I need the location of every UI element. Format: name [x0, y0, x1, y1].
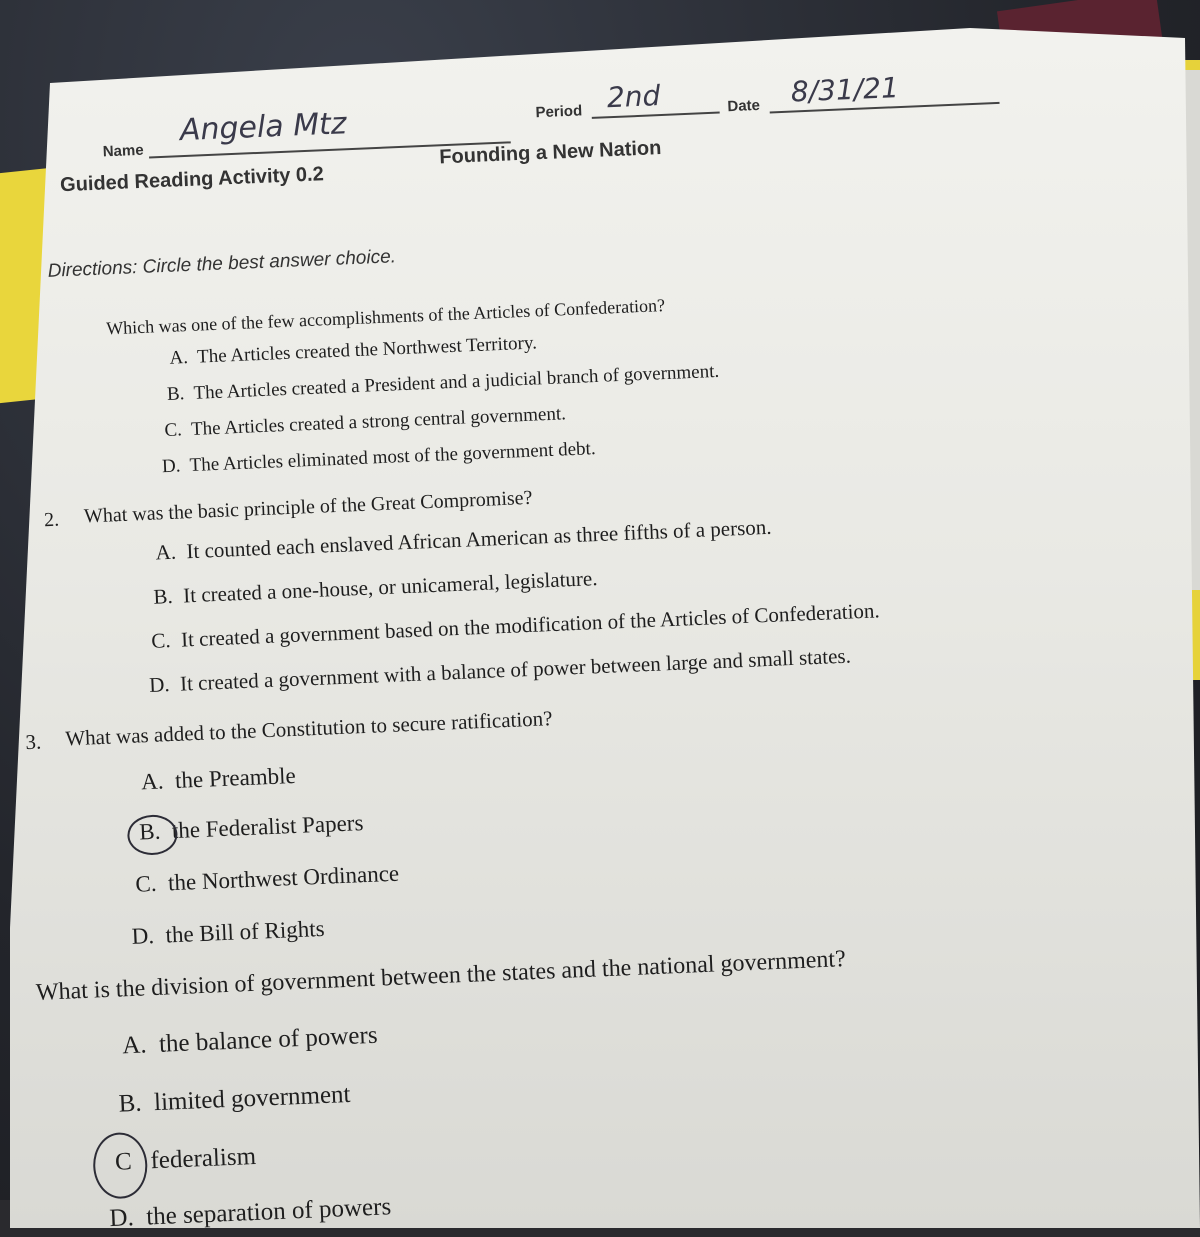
answer-circle-q4 [92, 1131, 149, 1199]
period-value: 2nd [606, 79, 661, 115]
q3-choice-a: A. the Preamble [140, 762, 297, 795]
q2-choice-b: B. It created a one-house, or unicameral, legislature. [152, 566, 598, 609]
question-1-text: Which was one of the few accomplishments of the Articles of Confederation? [105, 295, 666, 339]
question-2-number: 2. [43, 508, 60, 532]
unit-title: Founding a New Nation [438, 137, 662, 169]
question-2-text: What was the basic principle of the Great Compromise? [83, 486, 533, 528]
q2-choice-d: D. It created a government with a balance of power between large and small states. [148, 643, 852, 697]
question-4-text: What is the division of government between the states and the national government? [35, 946, 847, 1006]
q3-choice-c: C. the Northwest Ordinance [134, 860, 400, 897]
answer-circle-q3 [127, 814, 179, 856]
q4-choice-b: B. limited government [118, 1080, 351, 1118]
activity-title: Guided Reading Activity 0.2 [59, 163, 325, 197]
q3-choice-d: D. the Bill of Rights [131, 915, 325, 949]
q4-choice-c: C federalism [114, 1142, 257, 1176]
date-label: Date [727, 96, 761, 116]
q3-choice-b: B. the Federalist Papers [138, 810, 364, 845]
q4-choice-d: D. the separation of powers [108, 1193, 392, 1233]
q1-choice-c: C. The Articles created a strong central government. [164, 403, 567, 442]
period-label: Period [535, 102, 583, 122]
q1-choice-b: B. The Articles created a President and a judicial branch of government. [166, 360, 720, 405]
q2-choice-a: A. It counted each enslaved African American as three fifths of a person. [155, 514, 772, 565]
question-3-text: What was added to the Constitution to secure ratification? [64, 706, 553, 751]
q1-choice-d: D. The Articles eliminated most of the government debt. [161, 438, 597, 478]
directions-text: Directions: Circle the best answer choice. [47, 246, 397, 282]
q4-choice-a: A. the balance of powers [121, 1021, 379, 1060]
date-value: 8/31/21 [790, 71, 900, 109]
q1-choice-a: A. The Articles created the Northwest Territory. [169, 332, 538, 369]
name-value: Angela Mtz [179, 106, 348, 149]
q2-choice-c: C. It created a government based on the modification of the Articles of Confederation. [150, 598, 881, 653]
question-3-number: 3. [24, 729, 42, 755]
name-label: Name [102, 141, 144, 161]
